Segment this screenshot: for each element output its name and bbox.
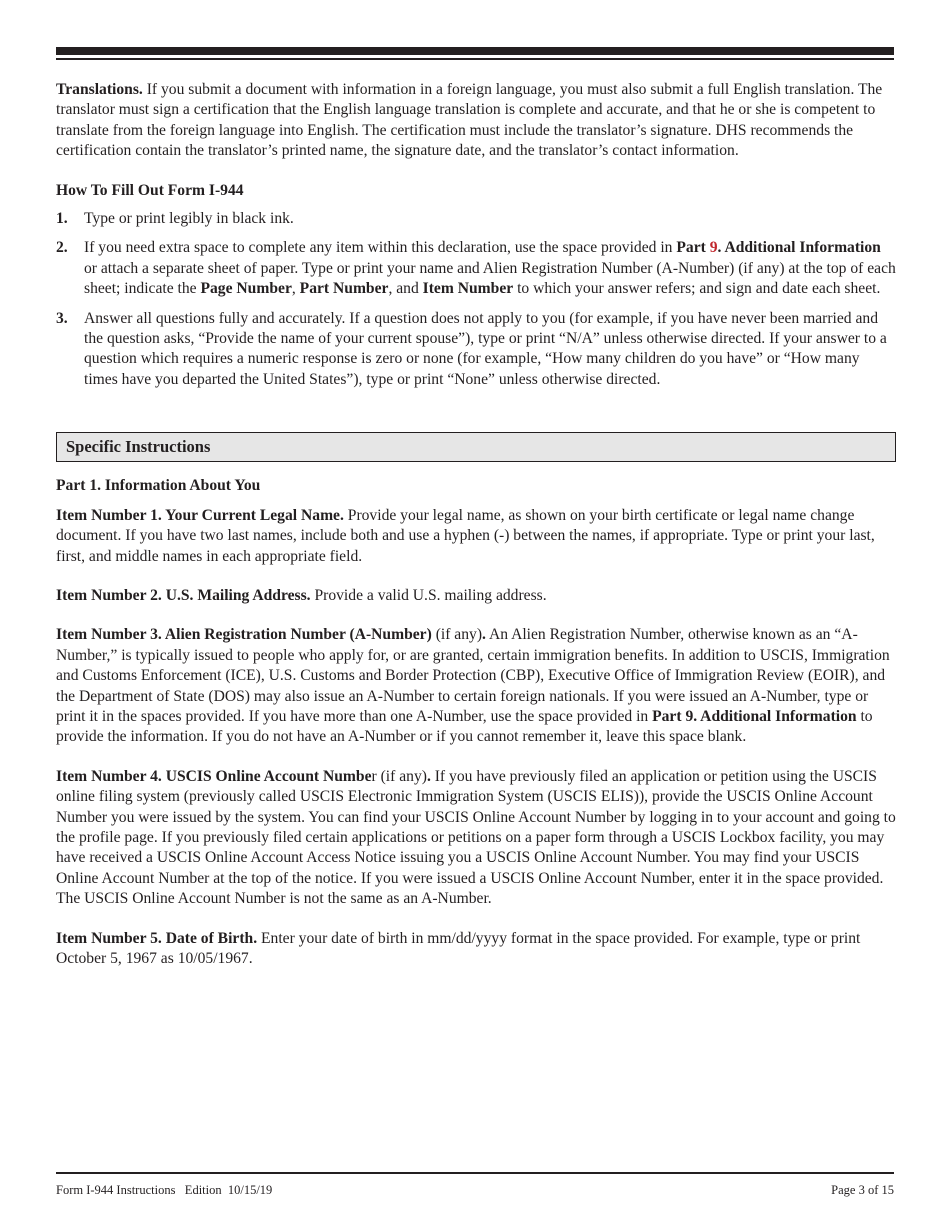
list-item-text bbox=[84, 239, 896, 297]
list-item-number: 3. bbox=[56, 309, 68, 327]
item-4-text: If you have previously filed an application or petition using the USCIS online filing system (previously called USCIS Electronic Immigration System (USCIS ELIS)), provide the USCIS Online Account Number you were issued by the system. You can find your USCIS Online Account Number by logging in to your account and going to the profile page. If you previously filed certain applications or petitions on a paper form through a USCIS Lockbox facility, you may have received a USCIS Online Account Access Notice issuing you a USCIS Online Account Number. You may find your USCIS Online Account Number at the top of the notice. If you were issued a USCIS Online Account Number, enter it in the space provided. The USCIS Online Account Number is not the same as an A-Number. bbox=[56, 767, 896, 908]
header-rule-thick bbox=[56, 47, 894, 55]
item-4-label-tail: r (if any) bbox=[371, 767, 427, 785]
item-3-reference: Part 9. Additional Information bbox=[652, 707, 857, 725]
item-3-paragraph bbox=[56, 625, 896, 747]
separator: , and bbox=[388, 280, 423, 298]
item-4-label: Item Number 4. USCIS Online Account Numbe bbox=[56, 767, 372, 785]
footer-form-edition: Form I-944 Instructions Edition 10/15/19 bbox=[56, 1183, 273, 1197]
part-9-reference bbox=[676, 239, 880, 256]
item-1-label: Item Number 1. Your Current Legal Name. bbox=[56, 506, 344, 524]
list-item-text-part: to which your answer refers; and sign and date each sheet. bbox=[513, 280, 881, 298]
part-number-red: 9 bbox=[709, 239, 718, 257]
part-word: Part bbox=[676, 239, 710, 257]
list-item bbox=[56, 238, 896, 299]
item-3-if-any: (if any) bbox=[431, 626, 483, 644]
part-1-heading: Part 1. Information About You bbox=[56, 477, 261, 495]
item-2-text: Provide a valid U.S. mailing address. bbox=[310, 586, 547, 604]
translations-text: If you submit a document with information in a foreign language, you must also submit a full English translation. The translator must sign a certification that the English language translation is complete and accurate, and that he or she is competent to translate from the foreign language into English. The certification must include the translator’s signature. DHS recommends the certification contain the translator’s printed name, the signature date, and the translator’s contact information. bbox=[56, 81, 883, 160]
item-2-label: Item Number 2. U.S. Mailing Address. bbox=[56, 586, 311, 604]
specific-instructions-banner: Specific Instructions bbox=[56, 432, 896, 462]
separator: , bbox=[291, 280, 300, 298]
part-number-term: Part Number bbox=[299, 280, 389, 298]
footer-page-number: Page 3 of 15 bbox=[831, 1183, 894, 1197]
list-item bbox=[56, 209, 896, 229]
footer-rule bbox=[56, 1172, 894, 1174]
list-item-number: 1. bbox=[56, 210, 68, 228]
item-5-label: Item Number 5. Date of Birth. bbox=[56, 929, 258, 947]
item-5-text: Enter your date of birth in mm/dd/yyyy format in the space provided. For example, type or print October 5, 1967 as 10/05/1967. bbox=[56, 929, 861, 967]
item-5-paragraph bbox=[56, 929, 896, 970]
item-3-text-end: to provide the information. If you do not have an A-Number or if you cannot remember it, leave this space blank. bbox=[56, 707, 873, 746]
item-3-label: Item Number 3. Alien Registration Number (A-Number) bbox=[56, 626, 432, 644]
how-to-list bbox=[56, 209, 896, 390]
page-content bbox=[56, 80, 896, 988]
how-to-heading: How To Fill Out Form I-944 bbox=[56, 181, 244, 199]
list-item-text-part: If you need extra space to complete any item within this declaration, use the space provided in bbox=[84, 239, 677, 257]
list-item bbox=[56, 309, 896, 391]
item-1-paragraph bbox=[56, 506, 896, 567]
list-item-number: 2. bbox=[56, 239, 68, 257]
part-title: . Additional Information bbox=[717, 239, 881, 257]
item-2-paragraph bbox=[56, 586, 896, 606]
page-number-term: Page Number bbox=[200, 280, 292, 298]
list-item-text: Type or print legibly in black ink. bbox=[84, 210, 294, 228]
list-item-text: Answer all questions fully and accurately. If a question does not apply to you (for example, if you have never been married and the question asks, “Provide the name of your current spouse”), type or print “N/A” unless otherwise directed. If your answer to a question which requires a numeric response is zero or none (for example, “How many children do you have” or “How many times have you departed the United States”), type or print “None” unless otherwise directed. bbox=[84, 309, 887, 388]
list-item-text-part: or attach a separate sheet of paper. Type or print your name and Alien Registration Number (A-Number) (if any) at the top of each sheet; indicate the bbox=[84, 259, 896, 298]
item-4-dot: . bbox=[426, 767, 431, 785]
item-number-term: Item Number bbox=[422, 280, 514, 298]
translations-label: Translations. bbox=[56, 81, 143, 98]
item-4-paragraph bbox=[56, 767, 896, 910]
item-1-text: Provide your legal name, as shown on your birth certificate or legal name change document. If you have two last names, include both and use a hyphen (-) between the names, if appropriate. Type or print your last, first, and middle names in each appropriate field. bbox=[56, 506, 875, 565]
item-3-text: An Alien Registration Number, otherwise known as an “A-Number,” is typically issued to people who apply for, or are granted, certain immigration benefits. In addition to USCIS, Immigration and Customs Enforcement (ICE), U.S. Customs and Border Protection (CBP), Executive Office of Immigration Review (EOIR), and the Department of State (DOS) may also issue an A-Number to certain foreign nationals. If you were issued an A-Number, type or print it in the spaces provided. If you have more than one A-Number, use the space provided in bbox=[56, 626, 890, 725]
translations-paragraph bbox=[56, 80, 896, 162]
item-3-dot: . bbox=[482, 626, 486, 644]
header-rule-thin bbox=[56, 58, 894, 60]
